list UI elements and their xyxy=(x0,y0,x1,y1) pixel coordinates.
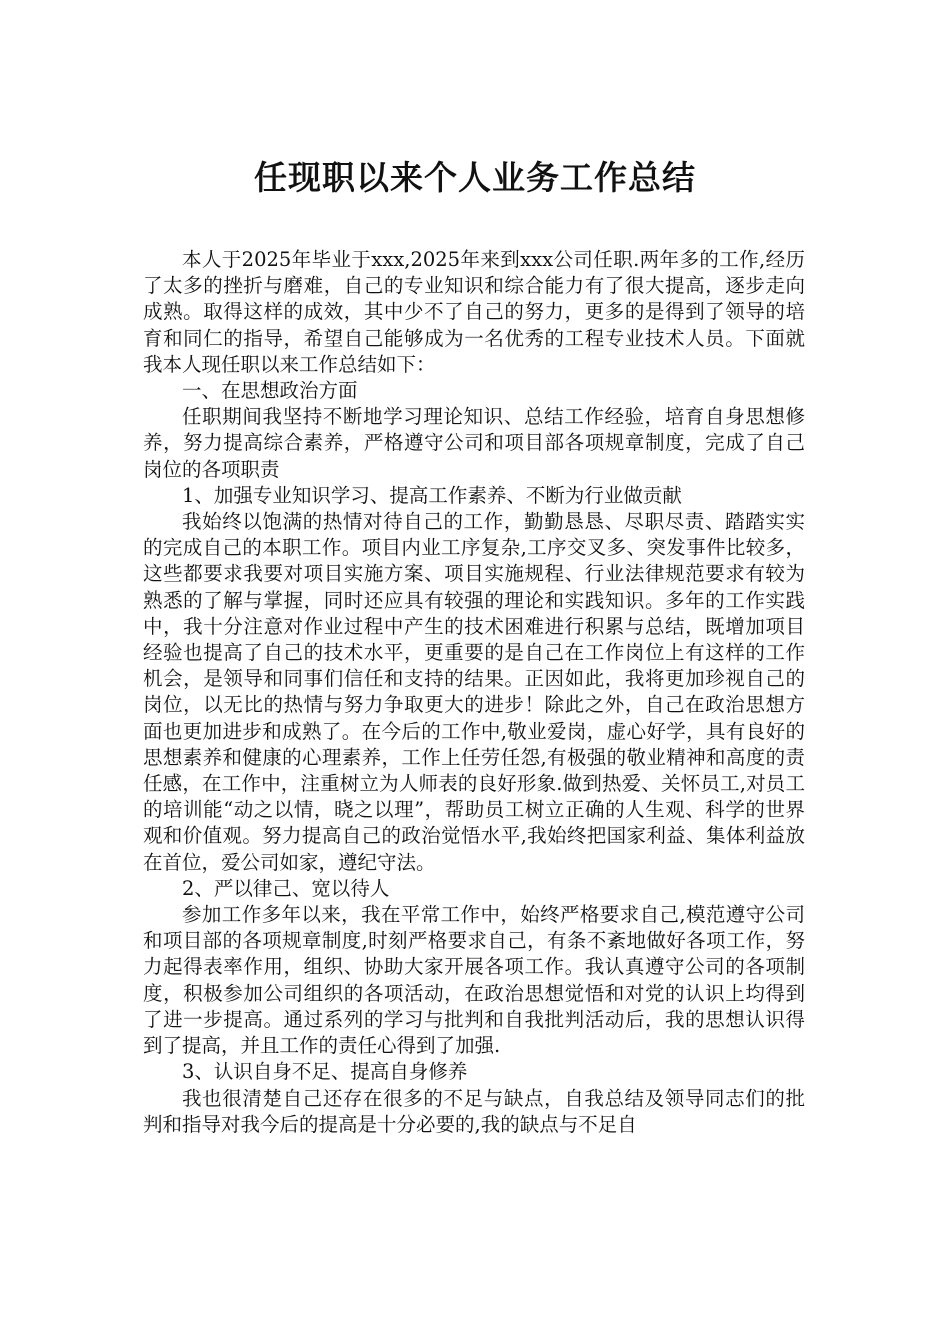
paragraph-politics: 任职期间我坚持不断地学习理论知识、总结工作经验，培育自身思想修养，努力提高综合素养，严格遵守公司和项目部各项规章制度，完成了自己岗位的各项职责 xyxy=(143,405,805,481)
subheading-self-discipline: 2、严以律己、宽以待人 xyxy=(182,876,390,900)
paragraph-self-discipline: 参加工作多年以来，我在平常工作中，始终严格要求自己,模范遵守公司和项目部的各项规章制度,时刻严格要求自己，有条不紊地做好各项工作，努力起得表率作用，组织、协助大家开展各项工作。我认真遵守公司的各项制度，积极参加公司组织的各项活动，在政治思想觉悟和对党的认识上均得到了进一步提高。通过系列的学习与批判和自我批判活动后，我的思想认识得到了提高，并且工作的责任心得到了加强. xyxy=(143,903,805,1058)
section-heading-politics: 一、在思想政治方面 xyxy=(182,379,358,403)
subheading-shortcomings: 3、认识自身不足、提高自身修养 xyxy=(182,1060,468,1084)
document-title: 任现职以来个人业务工作总结 xyxy=(254,158,696,197)
paragraph-professional-study: 我始终以饱满的热情对待自己的工作，勤勤恳恳、尽职尽责、踏踏实实的完成自己的本职工作。项目内业工序复杂,工序交叉多、突发事件比较多，这些都要求我要对项目实施方案、项目实施规程、行业法律规范要求有较为熟悉的了解与掌握，同时还应具有较强的理论和实践知识。多年的工作实践中，我十分注意对作业过程中产生的技术困难进行积累与总结，既增加项目经验也提高了自己的技术水平，更重要的是自己在工作岗位上有这样的工作机会，是领导和同事们信任和支持的结果。正因如此，我将更加珍视自己的岗位，以无比的热情与努力争取更大的进步！除此之外，自己在政治思想方面也更加进步和成熟了。在今后的工作中,敬业爱岗，虚心好学，具有良好的思想素养和健康的心理素养，工作上任劳任怨,有极强的敬业精神和高度的责任感，在工作中，注重树立为人师表的良好形象.做到热爱、关怀员工,对员工的培训能“动之以情，晓之以理”，帮助员工树立正确的人生观、科学的世界观和价值观。努力提高自己的政治觉悟水平,我始终把国家利益、集体利益放在首位，爱公司如家，遵纪守法。 xyxy=(143,510,805,874)
paragraph-shortcomings: 我也很清楚自己还存在很多的不足与缺点，自我总结及领导同志们的批判和指导对我今后的提高是十分必要的,我的缺点与不足自 xyxy=(143,1086,805,1136)
document-body xyxy=(143,247,805,1138)
subheading-professional-study: 1、加强专业知识学习、提高工作素养、不断为行业做贡献 xyxy=(182,483,682,507)
paragraph-intro: 本人于2025年毕业于xxx,2025年来到xxx公司任职.两年多的工作,经历了太多的挫折与磨难，自己的专业知识和综合能力有了很大提高，逐步走向成熟。取得这样的成效，其中少不了自己的努力，更多的是得到了领导的培育和同仁的指导，希望自己能够成为一名优秀的工程专业技术人员。下面就我本人现任职以来工作总结如下： xyxy=(143,248,805,376)
